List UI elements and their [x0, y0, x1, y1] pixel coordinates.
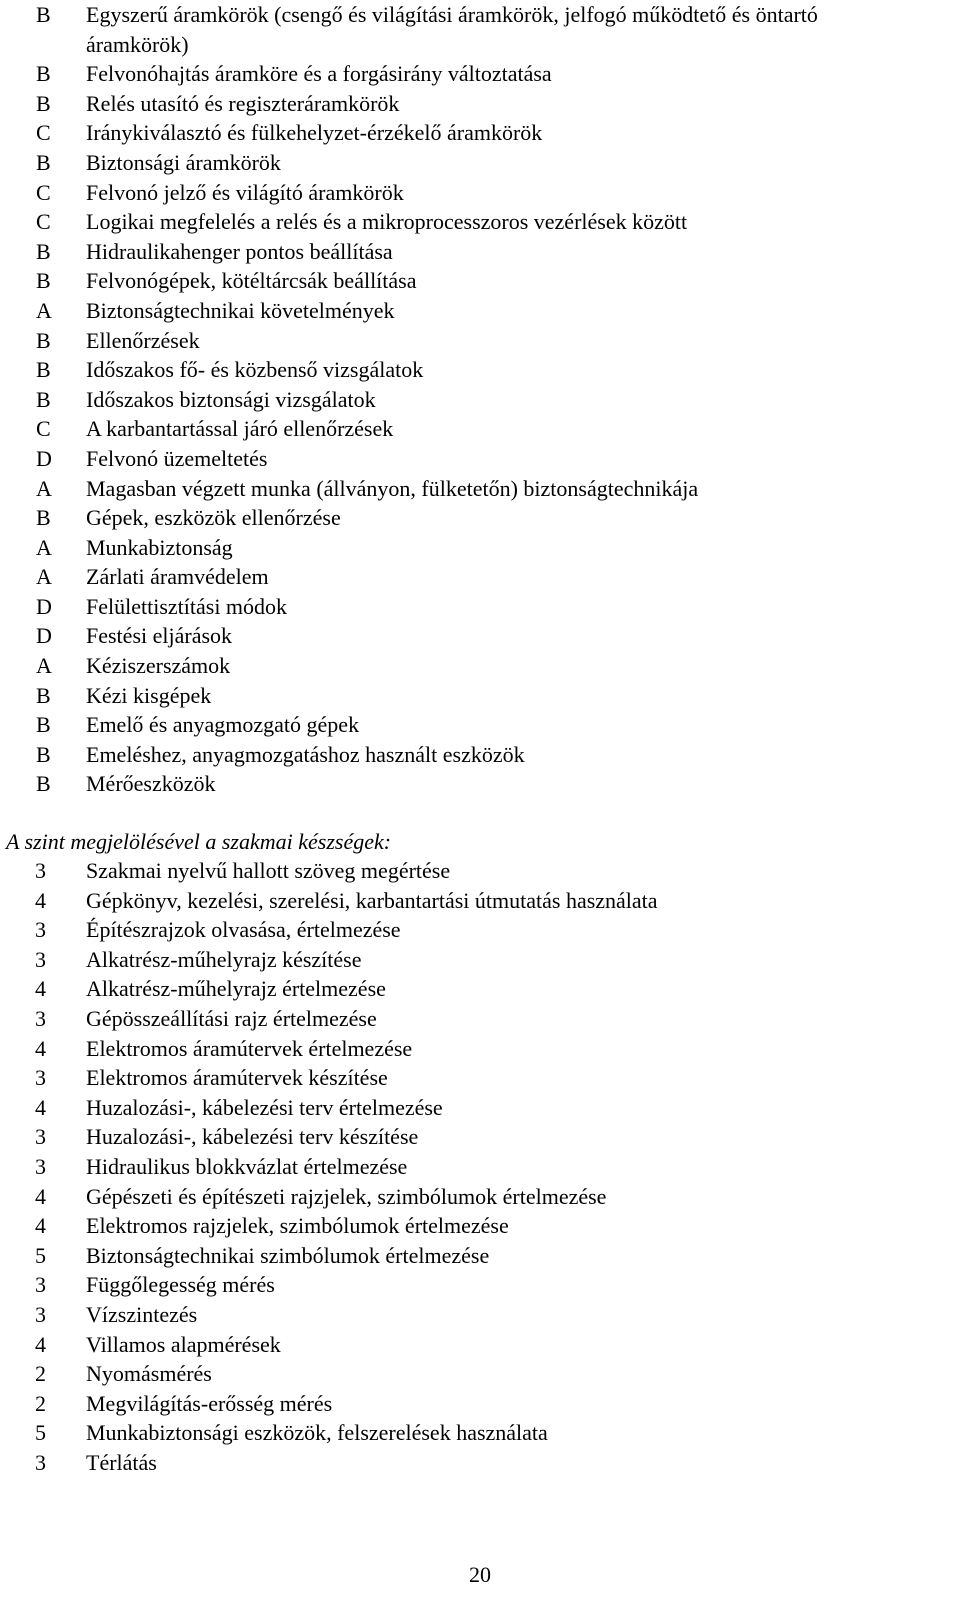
item-text: Felvonó jelző és világító áramkörök [86, 179, 404, 205]
item-text: Biztonságtechnikai követelmények [86, 297, 395, 323]
level-code: D [36, 593, 52, 619]
level-code: B [36, 90, 51, 116]
level-code: B [36, 682, 51, 708]
list-item [30, 740, 930, 770]
level-code: A [36, 534, 52, 560]
item-text: Kéziszerszámok [86, 653, 231, 679]
item-text: Megvilágítás-erősség mérés [86, 1390, 333, 1416]
list-item [30, 592, 930, 622]
skill-level: 3 [35, 946, 46, 972]
item-text: Hidraulikahenger pontos beállítása [86, 238, 393, 264]
item-text: Iránykiválasztó és fülkehelyzet-érzékelő áramkörök [86, 120, 543, 146]
level-code: A [36, 475, 52, 501]
item-text: Szakmai nyelvű hallott szöveg megértése [86, 858, 451, 883]
skill-level: 3 [35, 1301, 46, 1327]
list-item [30, 148, 930, 178]
skill-level: 5 [35, 1242, 46, 1268]
list-item [30, 355, 930, 385]
item-text: Relés utasító és regiszteráramkörök [86, 90, 400, 116]
list-item [30, 118, 930, 148]
list-item [30, 974, 930, 1004]
list-item [30, 1063, 930, 1093]
list-item [30, 886, 930, 916]
item-text: Magasban végzett munka (állványon, fülketetőn) biztonságtechnikája [86, 475, 699, 501]
list-item [30, 710, 930, 740]
list-item [30, 1182, 930, 1212]
skill-level: 3 [35, 858, 46, 883]
item-text: Gépösszeállítási rajz értelmezése [86, 1005, 377, 1031]
list-item [30, 1152, 930, 1182]
list-item [30, 1270, 930, 1300]
item-text: Logikai megfelelés a relés és a mikroprocesszoros vezérlések között [86, 209, 688, 235]
list-item [30, 296, 930, 326]
item-text: Emelő és anyagmozgató gépek [86, 712, 360, 738]
level-code: D [36, 623, 52, 649]
item-text: Munkabiztonság [86, 534, 233, 560]
list-item [30, 207, 930, 237]
list-item [30, 651, 930, 681]
item-text: Mérőeszközök [86, 771, 216, 797]
list-item [30, 385, 930, 415]
item-text: Felvonógépek, kötéltárcsák beállítása [86, 268, 417, 294]
list-item [30, 1241, 930, 1271]
level-code: B [36, 357, 51, 383]
item-text: Huzalozási-, kábelezési terv készítése [86, 1124, 419, 1150]
level-code: B [36, 238, 51, 264]
list-item [30, 178, 930, 208]
level-code: B [36, 327, 51, 353]
knowledge-list [30, 0, 930, 799]
page-number: 20 [469, 1562, 491, 1587]
skill-level: 4 [35, 1331, 46, 1357]
item-text: Munkabiztonsági eszközök, felszerelések használata [86, 1420, 548, 1446]
level-code: C [36, 179, 51, 205]
list-item [30, 856, 930, 886]
skill-level: 3 [35, 1065, 46, 1091]
item-text: Alkatrész-műhelyrajz értelmezése [86, 976, 386, 1002]
level-code: B [36, 268, 51, 294]
level-code: C [36, 120, 51, 146]
item-text: Felülettisztítási módok [86, 593, 288, 619]
item-text: Villamos alapmérések [86, 1331, 281, 1357]
item-text: Nyomásmérés [86, 1361, 212, 1387]
level-code: D [36, 445, 52, 471]
item-text: áramkörök) [86, 31, 189, 57]
list-item [30, 503, 930, 533]
item-text: Elektromos áramútervek értelmezése [86, 1035, 413, 1061]
level-code: B [36, 61, 51, 87]
skill-level: 3 [35, 1272, 46, 1298]
skill-level: 4 [35, 887, 46, 913]
item-text: Biztonsági áramkörök [86, 149, 281, 175]
item-text: Huzalozási-, kábelezési terv értelmezése [86, 1094, 443, 1120]
level-code: B [36, 149, 51, 175]
item-text: Elektromos áramútervek készítése [86, 1065, 388, 1091]
item-text: A karbantartással járó ellenőrzések [86, 416, 394, 442]
skills-heading: A szint megjelölésével a szakmai készségek: [6, 829, 392, 854]
list-item [30, 266, 930, 296]
item-text: Gépészeti és építészeti rajzjelek, szimbólumok értelmezése [86, 1183, 607, 1209]
level-code: C [36, 209, 51, 235]
item-text: Hidraulikus blokkvázlat értelmezése [86, 1153, 408, 1179]
item-text: Építészrajzok olvasása, értelmezése [86, 917, 401, 943]
item-text: Felvonó üzemeltetés [86, 445, 268, 471]
list-item [30, 237, 930, 267]
list-item [30, 562, 930, 592]
level-code: B [36, 771, 51, 797]
list-item [30, 474, 930, 504]
item-text: Biztonságtechnikai szimbólumok értelmezése [86, 1242, 490, 1268]
level-code: B [36, 712, 51, 738]
list-item [30, 326, 930, 356]
list-item [30, 681, 930, 711]
item-text: Zárlati áramvédelem [86, 564, 269, 590]
item-text: Egyszerű áramkörök (csengő és világítási áramkörök, jelfogó működtető és öntartó [86, 2, 818, 27]
level-code: B [36, 2, 51, 27]
skill-level: 2 [35, 1390, 46, 1416]
skill-level: 4 [35, 976, 46, 1002]
item-text: Térlátás [86, 1449, 157, 1475]
list-item [30, 1211, 930, 1241]
list-item [30, 1330, 930, 1360]
list-item [30, 0, 930, 30]
item-text: Vízszintezés [86, 1301, 198, 1327]
list-item [30, 89, 930, 119]
list-item [30, 1418, 930, 1448]
skill-level: 4 [35, 1094, 46, 1120]
skill-level: 4 [35, 1183, 46, 1209]
list-item [30, 1004, 930, 1034]
skill-level: 3 [35, 1005, 46, 1031]
list-item [30, 1448, 930, 1478]
level-code: B [36, 741, 51, 767]
list-item [30, 1122, 930, 1152]
list-item [30, 769, 930, 799]
item-text: Gépkönyv, kezelési, szerelési, karbantartási útmutatás használata [86, 887, 658, 913]
item-text: Festési eljárások [86, 623, 233, 649]
item-text: Ellenőrzések [86, 327, 200, 353]
item-text: Függőlegesség mérés [86, 1272, 275, 1298]
skill-level: 3 [35, 1124, 46, 1150]
list-item [30, 915, 930, 945]
list-item [30, 945, 930, 975]
item-text: Kézi kisgépek [86, 682, 212, 708]
list-item [30, 1389, 930, 1419]
skill-level: 3 [35, 1449, 46, 1475]
item-text: Alkatrész-műhelyrajz készítése [86, 946, 362, 972]
list-item [30, 1093, 930, 1123]
skill-level: 3 [35, 917, 46, 943]
skill-level: 5 [35, 1420, 46, 1446]
skill-level: 2 [35, 1361, 46, 1387]
skill-level: 4 [35, 1213, 46, 1239]
level-code: A [36, 297, 52, 323]
level-code [30, 30, 86, 60]
item-text: Felvonóhajtás áramköre és a forgásirány változtatása [86, 61, 552, 87]
list-item [30, 59, 930, 89]
level-code: B [36, 505, 51, 531]
list-item [30, 1300, 930, 1330]
list-item [30, 533, 930, 563]
item-text: Elektromos rajzjelek, szimbólumok értelmezése [86, 1213, 509, 1239]
item-text: Időszakos fő- és közbenső vizsgálatok [86, 357, 424, 383]
list-item [30, 30, 930, 60]
skills-list [30, 856, 930, 1477]
item-text: Időszakos biztonsági vizsgálatok [86, 386, 376, 412]
level-code: C [36, 416, 51, 442]
list-item [30, 1359, 930, 1389]
item-text: Gépek, eszközök ellenőrzése [86, 505, 341, 531]
item-text: Emeléshez, anyagmozgatáshoz használt eszközök [86, 741, 525, 767]
list-item [30, 621, 930, 651]
list-item [30, 414, 930, 444]
skill-level: 4 [35, 1035, 46, 1061]
list-item [30, 444, 930, 474]
level-code: A [36, 653, 52, 679]
level-code: B [36, 386, 51, 412]
skill-level: 3 [35, 1153, 46, 1179]
level-code: A [36, 564, 52, 590]
list-item [30, 1034, 930, 1064]
